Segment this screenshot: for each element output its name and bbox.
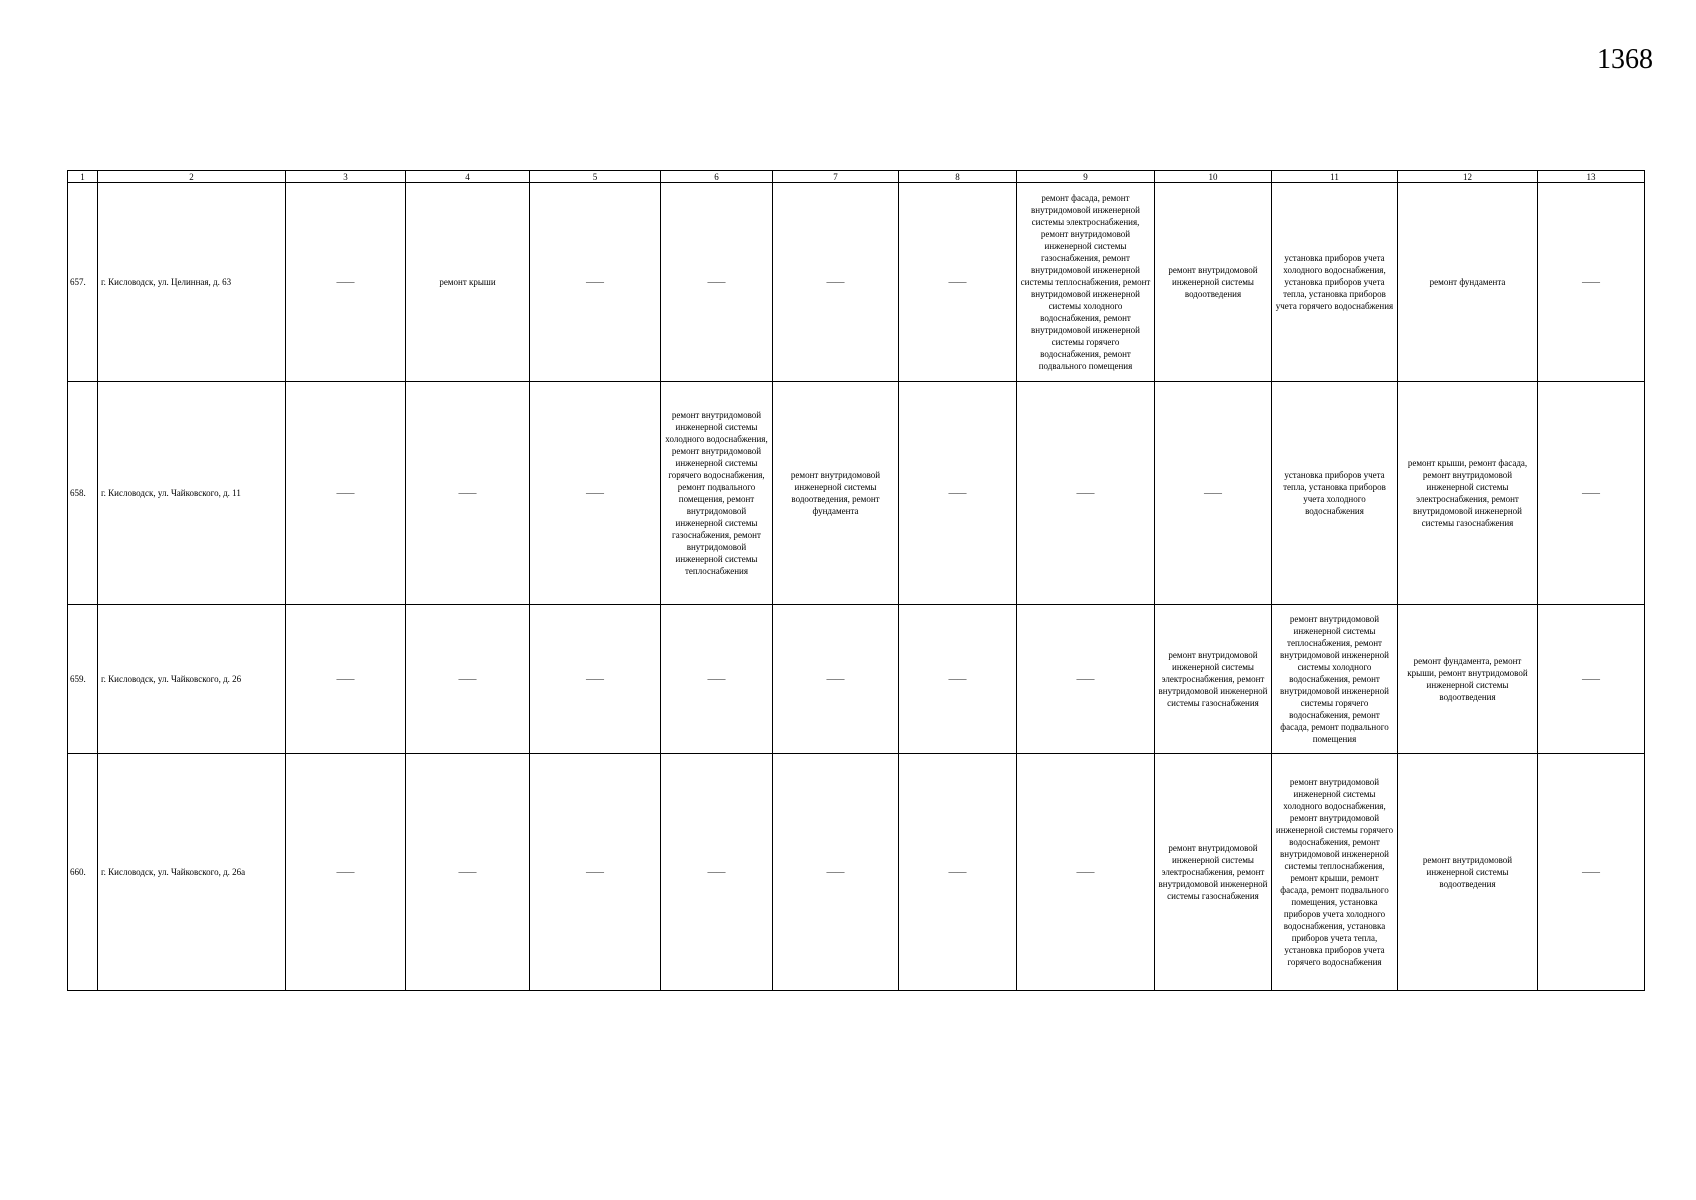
table-cell: ——: [406, 754, 530, 991]
table-cell: ремонт внутридомовой инженерной системы электроснабжения, ремонт внутридомовой инженерной системы газоснабжения: [1155, 605, 1272, 754]
table-cell: ——: [899, 754, 1017, 991]
table-cell: ——: [406, 605, 530, 754]
row-number: 660.: [68, 754, 98, 991]
table-cell: ——: [773, 183, 899, 382]
column-header: 1: [68, 171, 98, 183]
column-header: 6: [661, 171, 773, 183]
table-cell: ——: [1017, 605, 1155, 754]
column-header: 4: [406, 171, 530, 183]
table-cell: ——: [773, 605, 899, 754]
row-number: 658.: [68, 382, 98, 605]
column-header: 9: [1017, 171, 1155, 183]
table-cell: ремонт крыши: [406, 183, 530, 382]
table-cell: ——: [1538, 382, 1645, 605]
table-cell: ——: [661, 183, 773, 382]
table-cell: ——: [899, 605, 1017, 754]
table-cell: ——: [661, 754, 773, 991]
table-cell: ——: [899, 183, 1017, 382]
table-cell: ——: [530, 183, 661, 382]
table-row: [68, 754, 1645, 991]
row-address: г. Кисловодск, ул. Чайковского, д. 26а: [98, 754, 286, 991]
column-header: 11: [1272, 171, 1398, 183]
column-header: 2: [98, 171, 286, 183]
table-cell: ремонт фундамента: [1398, 183, 1538, 382]
table-cell: ——: [661, 605, 773, 754]
row-address: г. Кисловодск, ул. Чайковского, д. 26: [98, 605, 286, 754]
table-cell: ——: [286, 605, 406, 754]
column-header: 5: [530, 171, 661, 183]
table-cell: ремонт крыши, ремонт фасада, ремонт внутридомовой инженерной системы электроснабжения, ремонт внутридомовой инженерной системы газоснабжения: [1398, 382, 1538, 605]
table-cell: ——: [1538, 605, 1645, 754]
table-cell: ——: [1017, 382, 1155, 605]
repair-schedule-table: [67, 170, 1645, 991]
table-cell: ремонт внутридомовой инженерной системы холодного водоснабжения, ремонт внутридомовой инженерной системы горячего водоснабжения, ремонт внутридомовой инженерной системы теплоснабжения, ремонт крыши, ремонт фасада, ремонт подвального помещения, установка приборов учета холодного водоснабжения, установка приборов учета тепла, установка приборов учета горячего водоснабжения: [1272, 754, 1398, 991]
table-cell: ——: [1538, 183, 1645, 382]
table-cell: ремонт внутридомовой инженерной системы холодного водоснабжения, ремонт внутридомовой инженерной системы горячего водоснабжения, ремонт подвального помещения, ремонт внутридомовой инженерной системы газоснабжения, ремонт внутридомовой инженерной системы теплоснабжения: [661, 382, 773, 605]
table-cell: ——: [1017, 754, 1155, 991]
table-cell: ——: [406, 382, 530, 605]
row-number: 657.: [68, 183, 98, 382]
table-cell: ——: [286, 382, 406, 605]
table-cell: ——: [773, 754, 899, 991]
table-cell: ремонт внутридомовой инженерной системы электроснабжения, ремонт внутридомовой инженерной системы газоснабжения: [1155, 754, 1272, 991]
table-cell: ремонт фасада, ремонт внутридомовой инженерной системы электроснабжения, ремонт внутридомовой инженерной системы газоснабжения, ремонт внутридомовой инженерной системы теплоснабжения, ремонт внутридомовой инженерной системы холодного водоснабжения, ремонт внутридомовой инженерной системы горячего водоснабжения, ремонт подвального помещения: [1017, 183, 1155, 382]
table-cell: ——: [530, 754, 661, 991]
table-cell: ремонт внутридомовой инженерной системы водоотведения, ремонт фундамента: [773, 382, 899, 605]
column-number-row: [68, 171, 1645, 183]
table-cell: ——: [899, 382, 1017, 605]
table-row: [68, 605, 1645, 754]
column-header: 13: [1538, 171, 1645, 183]
table-cell: установка приборов учета холодного водоснабжения, установка приборов учета тепла, установка приборов учета горячего водоснабжения: [1272, 183, 1398, 382]
table-cell: ——: [286, 754, 406, 991]
column-header: 10: [1155, 171, 1272, 183]
table-row: [68, 382, 1645, 605]
row-address: г. Кисловодск, ул. Целинная, д. 63: [98, 183, 286, 382]
table-cell: ремонт внутридомовой инженерной системы водоотведения: [1155, 183, 1272, 382]
column-header: 7: [773, 171, 899, 183]
table-cell: ——: [530, 382, 661, 605]
page-number: 1368: [1597, 44, 1653, 75]
table-row: [68, 183, 1645, 382]
table-cell: ремонт внутридомовой инженерной системы водоотведения: [1398, 754, 1538, 991]
row-address: г. Кисловодск, ул. Чайковского, д. 11: [98, 382, 286, 605]
column-header: 12: [1398, 171, 1538, 183]
table-cell: ремонт фундамента, ремонт крыши, ремонт внутридомовой инженерной системы водоотведения: [1398, 605, 1538, 754]
column-header: 3: [286, 171, 406, 183]
column-header: 8: [899, 171, 1017, 183]
table-cell: ——: [286, 183, 406, 382]
table-cell: ——: [1155, 382, 1272, 605]
table-cell: установка приборов учета тепла, установка приборов учета холодного водоснабжения: [1272, 382, 1398, 605]
table-cell: ремонт внутридомовой инженерной системы теплоснабжения, ремонт внутридомовой инженерной системы холодного водоснабжения, ремонт внутридомовой инженерной системы горячего водоснабжения, ремонт фасада, ремонт подвального помещения: [1272, 605, 1398, 754]
table-cell: ——: [530, 605, 661, 754]
row-number: 659.: [68, 605, 98, 754]
table-cell: ——: [1538, 754, 1645, 991]
